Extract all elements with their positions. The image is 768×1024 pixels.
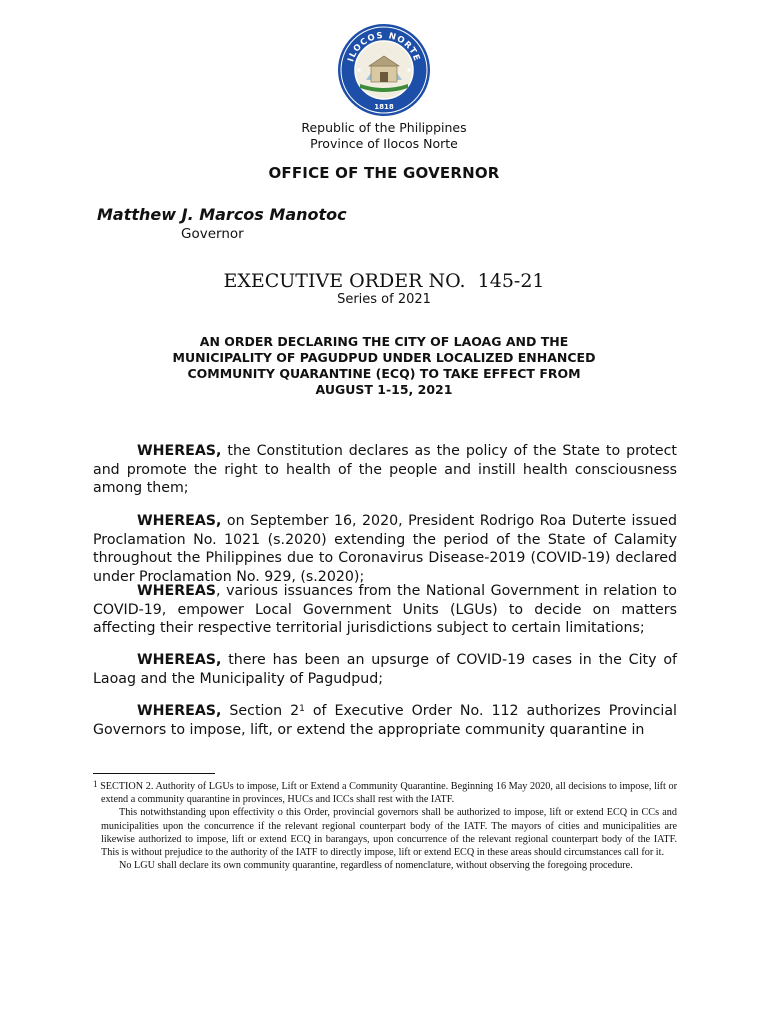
whereas-clause — [93, 702, 677, 739]
whereas-lead: WHEREAS, — [137, 652, 222, 668]
office-title: OFFICE OF THE GOVERNOR — [268, 164, 500, 182]
footnote-marker: 1 — [93, 779, 98, 789]
footnote-paragraph — [93, 780, 677, 806]
whereas-lead: WHEREAS — [137, 583, 217, 599]
whereas-lead: WHEREAS, — [137, 443, 222, 459]
seal-top-text: ILOCOS NORTE — [346, 30, 422, 64]
order-title-line: MUNICIPALITY OF PAGUDPUD UNDER LOCALIZED ENHANCED — [172, 350, 596, 365]
republic-line: Republic of the Philippines — [301, 120, 467, 135]
whereas-clause — [93, 651, 677, 688]
seal-year: 1818 — [374, 103, 394, 111]
order-title-line: COMMUNITY QUARANTINE (ECQ) TO TAKE EFFECT FROM — [187, 366, 581, 381]
whereas-text: Section 2 — [221, 703, 300, 719]
footnote — [93, 780, 677, 872]
order-title-line: AN ORDER DECLARING THE CITY OF LAOAG AND THE — [199, 334, 569, 349]
whereas-text: there has been an upsurge of COVID-19 cases in the City of Laoag and the Municipality of Pagudpud; — [93, 652, 677, 687]
whereas-lead: WHEREAS, — [137, 703, 222, 719]
order-title — [0, 334, 768, 398]
order-title-line: AUGUST 1-15, 2021 — [315, 382, 453, 397]
whereas-clause — [93, 512, 677, 586]
governor-title: Governor — [181, 226, 244, 242]
whereas-clause — [93, 442, 677, 498]
whereas-text: on September 16, 2020, President Rodrigo Roa Duterte issued Proclamation No. 1021 (s.2020) extending the period of the State of Calamity throughout the Philippines due to Coronavirus Disease-2019 (COVID-19) declared under Proclamation No. 929, (s.2020); — [93, 513, 677, 585]
whereas-text: of Executive Order No. 112 authorizes Provincial Governors to impose, lift, or extend the appropriate community quarantine in — [93, 703, 678, 738]
ilocos-norte-seal — [336, 22, 432, 118]
governor-name: Matthew J. Marcos Manotoc — [97, 205, 347, 224]
footnote-reference: 1 — [299, 704, 305, 714]
footnote-divider — [93, 773, 215, 774]
series-line: Series of 2021 — [337, 292, 431, 307]
footnote-text: SECTION 2. Authority of LGUs to impose, Lift or Extend a Community Quarantine. Beginning 16 May 2020, all decisions to impose, lift or extend a community quarantine in provinces, HUCs and ICCs shall rest with the IATF. — [97, 781, 677, 806]
footnote-paragraph: This notwithstanding upon effectivity o this Order, provincial governors shall be authorized to impose, lift or extend ECQ in CCs and municipalities upon the concurrence if the relevant regional counterpart body of the IATF. The mayors of cities and municipalities are likewise authorized to impose, lift or extend ECQ in barangays, upon concurrence of the relevant regional counterpart body of the IATF. This is without prejudice to the authority of the IATF to directly impose, lift or extend ECQ in these areas should circumstances call for it. — [101, 807, 677, 859]
footnote-paragraph: No LGU shall declare its own community quarantine, regardless of nomenclature, without observing the foregoing procedure. — [119, 860, 633, 872]
whereas-text: , various issuances from the National Government in relation to COVID-19, empower Local Government Units (LGUs) to decide on matters affecting their respective territorial jurisdictions subject to certain limitations; — [93, 583, 677, 636]
executive-order-number: EXECUTIVE ORDER NO. 145-21 — [223, 270, 545, 292]
whereas-clause — [93, 582, 677, 638]
province-line: Province of Ilocos Norte — [310, 136, 458, 151]
whereas-lead: WHEREAS, — [137, 513, 222, 529]
whereas-text: the Constitution declares as the policy of the State to protect and promote the right to health of the people and instill health consciousness among them; — [93, 443, 677, 496]
